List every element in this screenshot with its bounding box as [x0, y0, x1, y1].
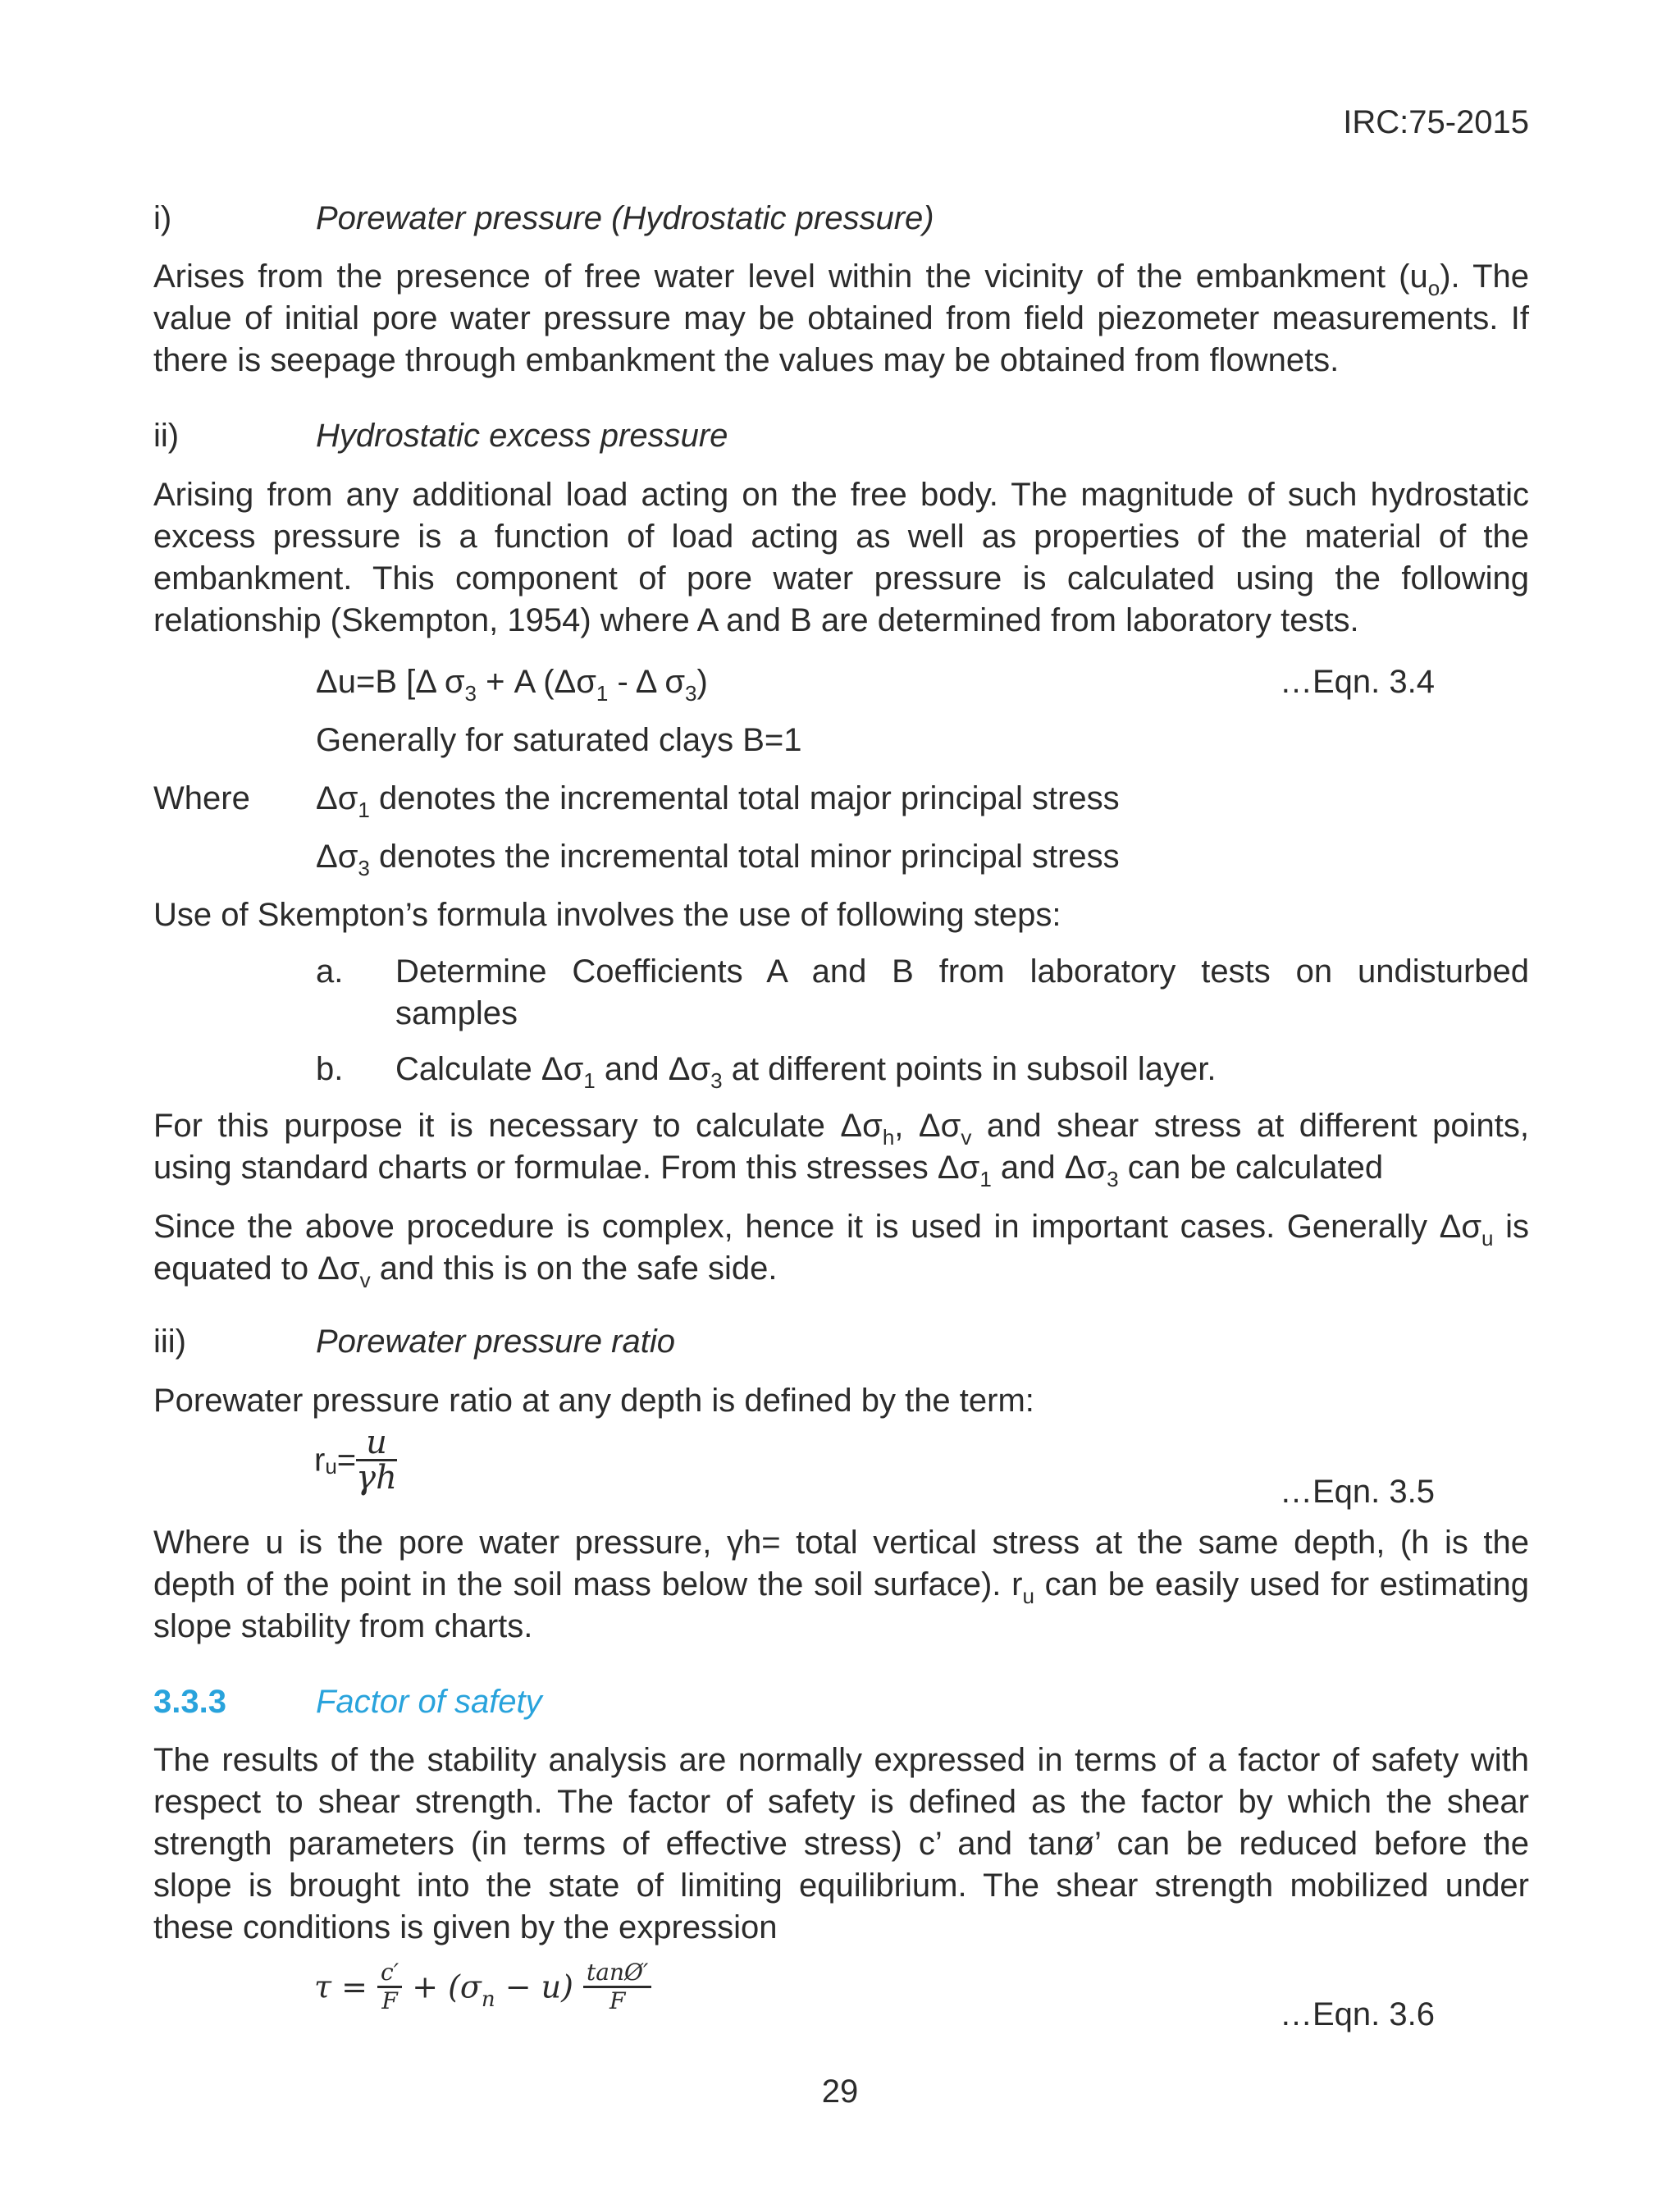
equation-3-6-ref: …Eqn. 3.6 [1280, 1996, 1436, 2032]
steps-intro: Use of Skempton’s formula involves the use of following steps: [153, 897, 1061, 933]
section-i-title: Porewater pressure (Hydrostatic pressure) [316, 200, 934, 236]
step-a-marker: a. [316, 953, 344, 990]
paragraph-line: value of initial pore water pressure may be obtained from field piezometer measurements. If [153, 300, 1529, 336]
saturated-clay-note: Generally for saturated clays B=1 [316, 722, 802, 758]
section-3-3-3-number: 3.3.3 [153, 1684, 226, 1720]
paragraph-line: relationship (Skempton, 1954) where A and B are determined from laboratory tests. [153, 602, 1359, 638]
where-label: Where [153, 780, 250, 816]
section-ii-paragraph [153, 474, 1529, 642]
step-b-text: Calculate $\Delta\sigma_1$ and $\Delta\sigma_3$ at different points in subsoil layer. [395, 1051, 1217, 1093]
paragraph-line: there is seepage through embankment the values may be obtained from flownets. [153, 342, 1340, 378]
section-3-3-3-title: Factor of safety [316, 1684, 542, 1720]
section-i-paragraph [153, 256, 1529, 382]
section-ii-number: ii) [153, 418, 180, 454]
section-3-3-3-paragraph: The results of the stability analysis are normally expressed in terms of a factor of safety with respect to shear strength. The factor of safety is defined as the factor by which the shear strength parameters (in terms of effective stress) c’ and tanø’ can be reduced before the slope is brought into the state of limiting equilibrium. The shear strength mobilized under these conditions is given by the expression [153, 1742, 1529, 1945]
document-code: IRC:75-2015 [1343, 104, 1529, 140]
section-i-number: i) [153, 200, 172, 236]
purpose-paragraph: For this purpose it is necessary to calculate $\Delta\sigma_h$, $\Delta\sigma_v$ and shear stress at different points, using standard charts or formulae. From this stresses $\Delta\sigma_1$ and $\Delta\sigma_3$ can be calculated [153, 1108, 1529, 1191]
section-iii-number: iii) [153, 1324, 186, 1360]
step-b-marker: b. [316, 1051, 344, 1087]
paragraph-line: excess pressure is a function of load acting as well as properties of the material of the [153, 519, 1529, 555]
equation-3-4: Δu=B [Δ $\sigma_3 + A$ ($\Delta\sigma_1$ - Δ $\sigma_3$) [316, 664, 708, 706]
page-number: 29 [821, 2073, 859, 2110]
step-a-text: Determine Coefficients A and B from laboratory tests on undisturbed samples [395, 953, 1529, 1031]
where-definition-1: $\Delta\sigma_1$ denotes the incremental total major principal stress [316, 780, 1120, 822]
equation-3-5-ref: …Eqn. 3.5 [1280, 1474, 1436, 1510]
section-iii-intro: Porewater pressure ratio at any depth is defined by the term: [153, 1383, 1034, 1419]
since-paragraph: Since the above procedure is complex, hence it is used in important cases. Generally $\Delta\sigma_u$ is equated to $\Delta\sigma_v$ and this is on the safe side. [153, 1209, 1530, 1292]
paragraph-line: Arises from the presence of free water level within the vicinity of the embankment $(u_o)$. The [153, 258, 1530, 300]
equation-3-5: $r_u=$ $\frac{u}{\gamma h}$ [314, 1424, 397, 1497]
equation-3-4-ref: …Eqn. 3.4 [1280, 664, 1436, 700]
where-definition-2: $\Delta\sigma_3$ denotes the incremental total minor principal stress [316, 839, 1120, 880]
section-ii-title: Hydrostatic excess pressure [316, 418, 728, 454]
equation-3-6: τ = $\frac{c'}{F}$ + $(\sigma_n - u)$ $\frac{\tan Ø'}{F}$ [314, 1959, 651, 2014]
paragraph-line: embankment. This component of pore water pressure is calculated using the following [153, 560, 1529, 597]
section-iii-paragraph: Where u is the pore water pressure, γh= total vertical stress at the same depth, (h is the depth of the point in the soil mass below the soil surface). $r_u$ can be easily used for estimating slope stability from charts. [153, 1525, 1530, 1644]
paragraph-line: Arising from any additional load acting on the free body. The magnitude of such hydrostatic [153, 477, 1529, 513]
section-iii-title: Porewater pressure ratio [316, 1324, 675, 1360]
